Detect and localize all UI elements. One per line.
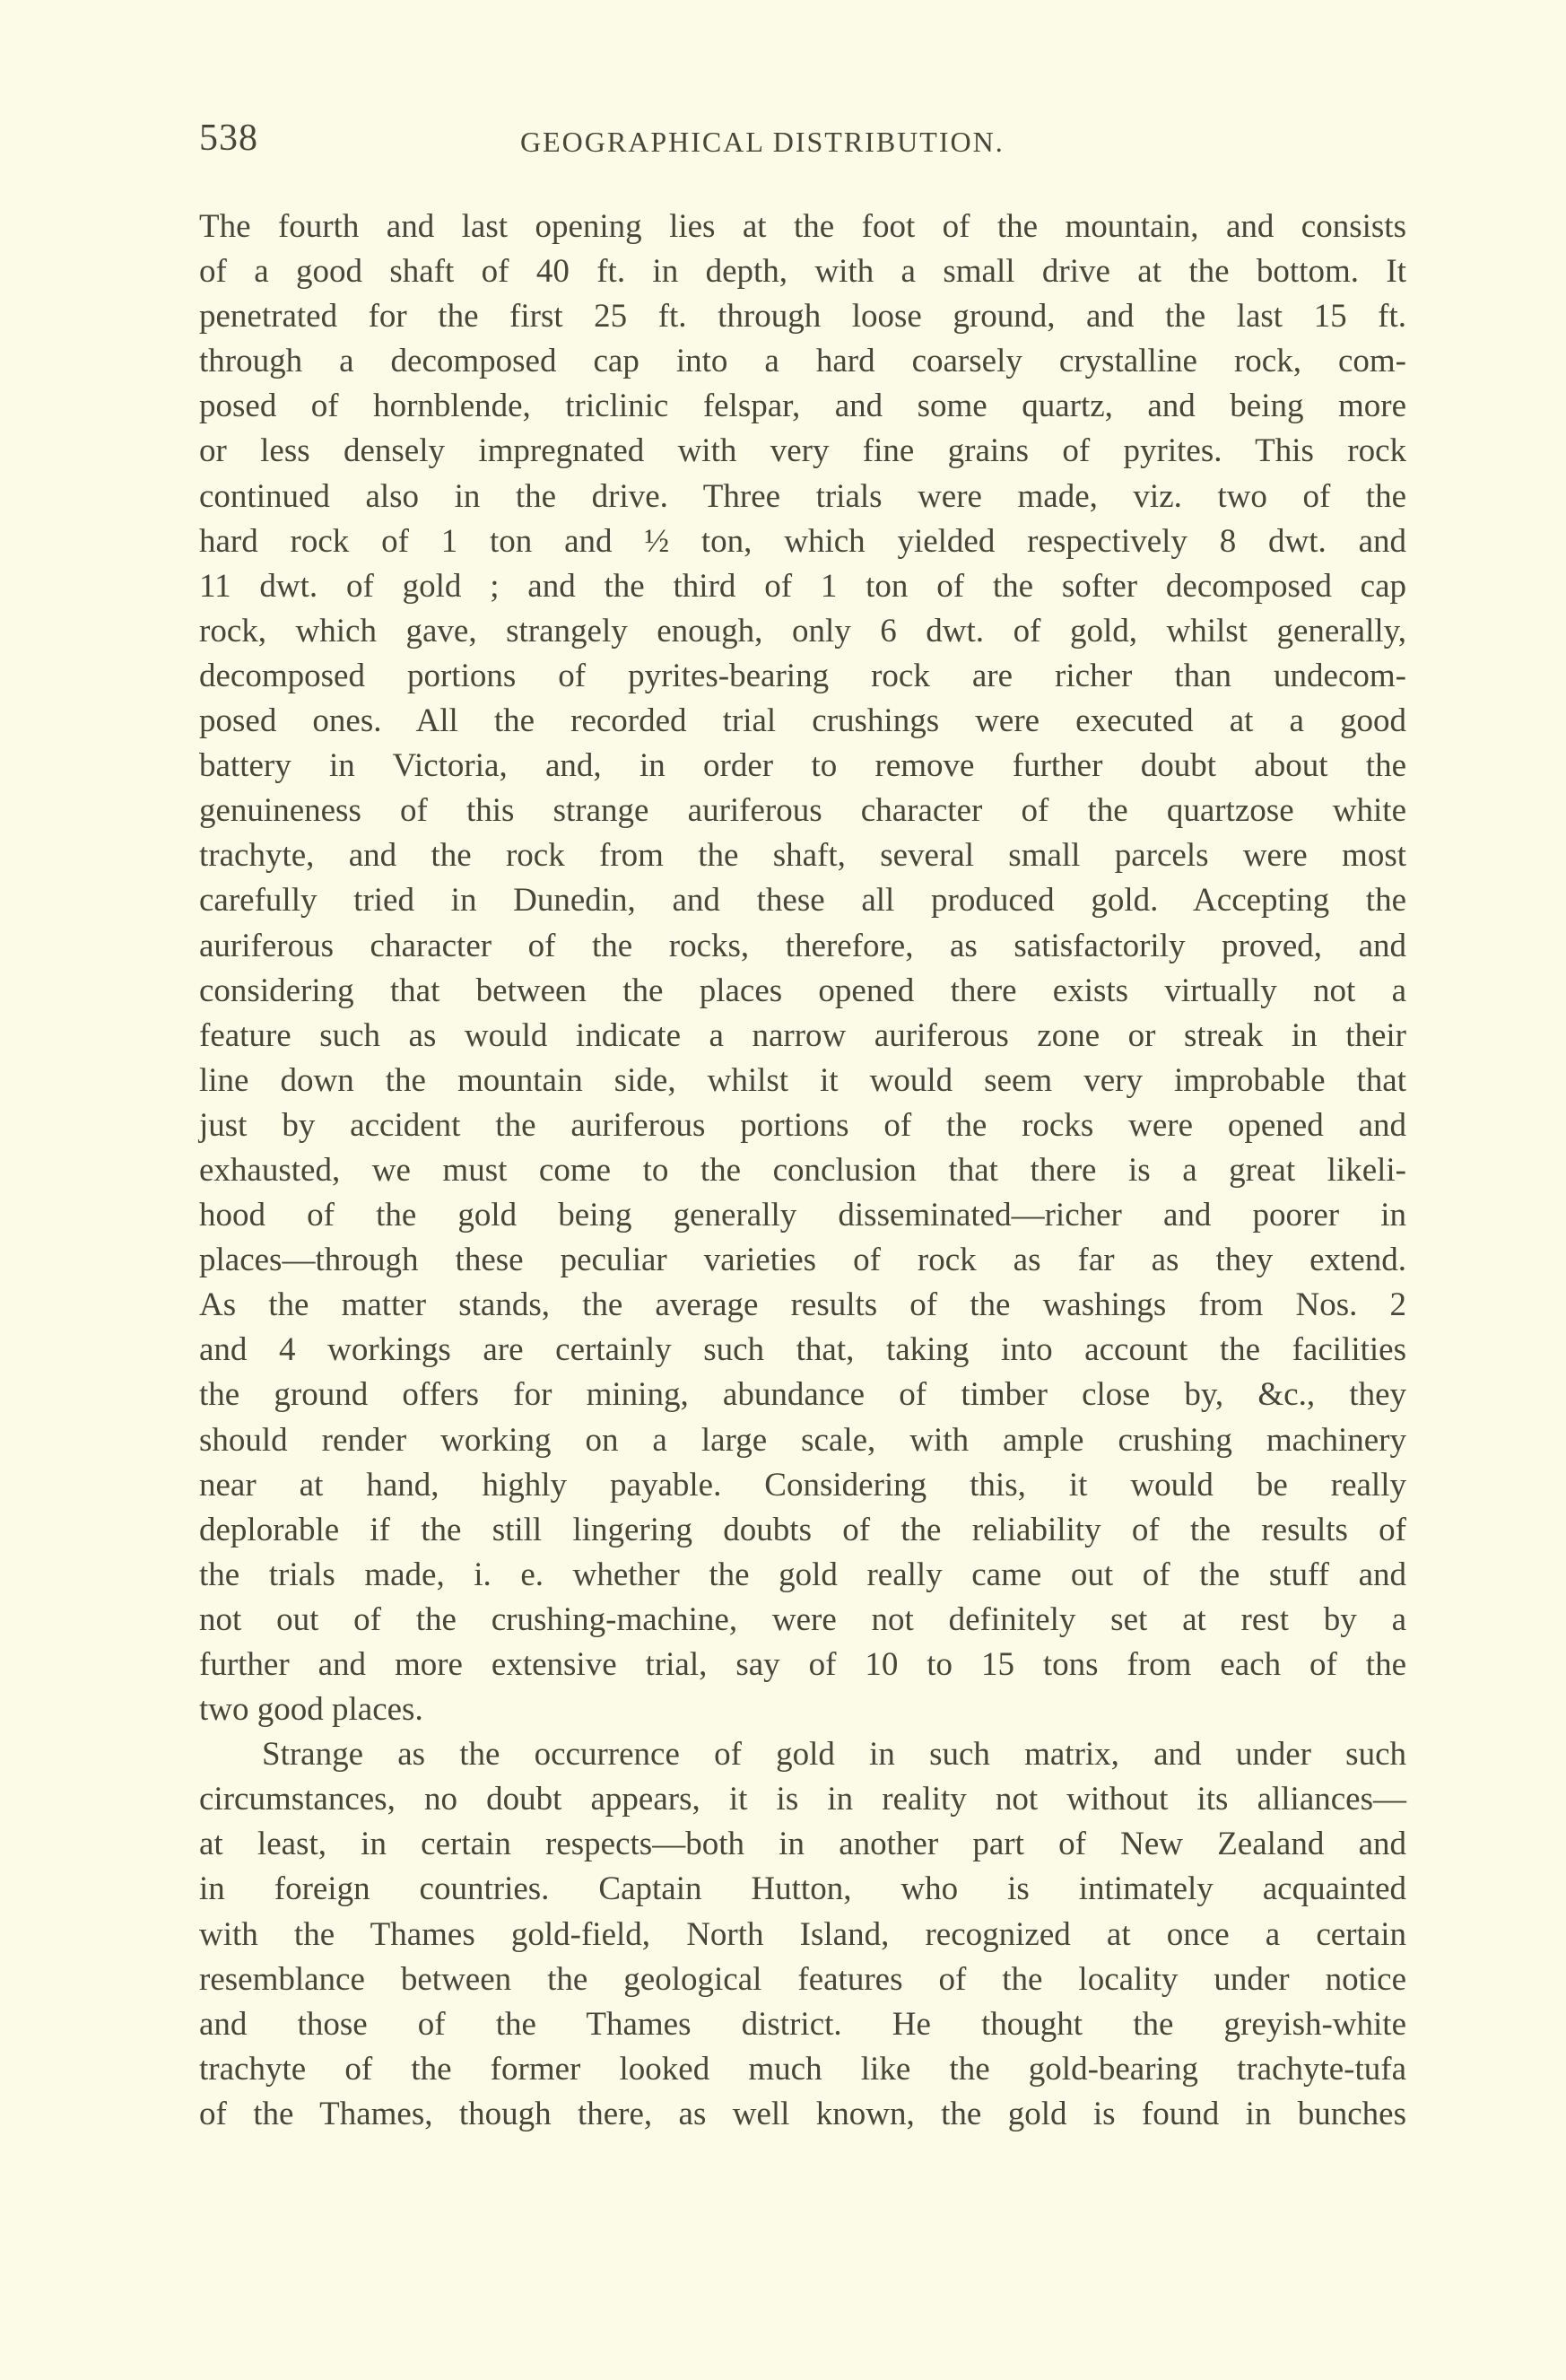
body-text (199, 205, 1406, 2137)
text-line: penetrated for the first 25 ft. through loose ground, and the last 15 ft. (199, 298, 1406, 336)
running-title: GEOGRAPHICAL DISTRIBUTION. (520, 126, 1005, 158)
text-line: Strange as the occurrence of gold in such matrix, and under such (262, 1736, 1406, 1774)
text-line: should render working on a large scale, with ample crushing machinery (199, 1421, 1406, 1459)
text-line: battery in Victoria, and, in order to remove further doubt about the (199, 747, 1406, 785)
text-line: not out of the crushing-machine, were not definitely set at rest by a (199, 1600, 1406, 1638)
text-line: two good places. (199, 1691, 423, 1729)
paragraph (199, 205, 1406, 1732)
page-header (199, 117, 1406, 170)
text-line: of the Thames, though there, as well known, the gold is found in bunches (199, 2095, 1406, 2132)
text-line: circumstances, no doubt appears, it is in reality not without its alliances— (199, 1781, 1406, 1818)
text-line: The fourth and last opening lies at the foot of the mountain, and consists (199, 208, 1406, 245)
text-line: through a decomposed cap into a hard coarsely crystalline rock, com- (199, 343, 1406, 380)
text-line: the trials made, i. e. whether the gold really came out of the stuff and (199, 1556, 1406, 1593)
text-line: or less densely impregnated with very fine grains of pyrites. This rock (199, 432, 1406, 470)
text-line: and those of the Thames district. He thought the greyish-white (199, 2005, 1406, 2043)
text-line: near at hand, highly payable. Considering this, it would be really (199, 1466, 1406, 1504)
text-line: trachyte of the former looked much like the gold-bearing trachyte-tufa (199, 2050, 1406, 2088)
text-line: places—through these peculiar varieties of rock as far as they extend. (199, 1242, 1406, 1279)
text-line: genuineness of this strange auriferous character of the quartzose white (199, 792, 1406, 830)
text-line: of a good shaft of 40 ft. in depth, with a small drive at the bottom. It (199, 253, 1406, 291)
text-line: rock, which gave, strangely enough, only 6 dwt. of gold, whilst generally, (199, 612, 1406, 649)
text-line: resemblance between the geological features of the locality under notice (199, 1960, 1406, 1998)
text-line: posed ones. All the recorded trial crushings were executed at a good (199, 702, 1406, 740)
text-line: As the matter stands, the average results of the washings from Nos. 2 (199, 1286, 1406, 1324)
text-line: just by accident the auriferous portions of the rocks were opened and (199, 1106, 1406, 1144)
text-line: the ground offers for mining, abundance of timber close by, &c., they (199, 1376, 1406, 1414)
paragraph (199, 1732, 1406, 2137)
text-line: auriferous character of the rocks, therefore, as satisfactorily proved, and (199, 927, 1406, 964)
text-line: in foreign countries. Captain Hutton, who is intimately acquainted (199, 1870, 1406, 1908)
text-line: and 4 workings are certainly such that, taking into account the facilities (199, 1331, 1406, 1369)
page-number: 538 (199, 118, 258, 159)
text-line: exhausted, we must come to the conclusion that there is a great likeli- (199, 1151, 1406, 1189)
text-line: carefully tried in Dunedin, and these all produced gold. Accepting the (199, 882, 1406, 920)
text-line: considering that between the places opened there exists virtually not a (199, 972, 1406, 1009)
text-line: feature such as would indicate a narrow auriferous zone or streak in their (199, 1016, 1406, 1054)
text-line: at least, in certain respects—both in another part of New Zealand and (199, 1826, 1406, 1863)
text-line: deplorable if the still lingering doubts of the reliability of the results of (199, 1511, 1406, 1548)
text-line: further and more extensive trial, say of 10 to 15 tons from each of the (199, 1646, 1406, 1683)
text-line: decomposed portions of pyrites-bearing rock are richer than undecom- (199, 657, 1406, 694)
text-line: trachyte, and the rock from the shaft, several small parcels were most (199, 837, 1406, 875)
text-line: line down the mountain side, whilst it would seem very improbable that (199, 1061, 1406, 1099)
text-line: hood of the gold being generally disseminated—richer and poorer in (199, 1197, 1406, 1234)
text-line: 11 dwt. of gold ; and the third of 1 ton of the softer decomposed cap (199, 567, 1406, 605)
text-line: continued also in the drive. Three trials were made, viz. two of the (199, 477, 1406, 515)
text-line: with the Thames gold-field, North Island, recognized at once a certain (199, 1915, 1406, 1953)
text-line: posed of hornblende, triclinic felspar, and some quartz, and being more (199, 388, 1406, 425)
text-line: hard rock of 1 ton and ½ ton, which yielded respectively 8 dwt. and (199, 522, 1406, 560)
